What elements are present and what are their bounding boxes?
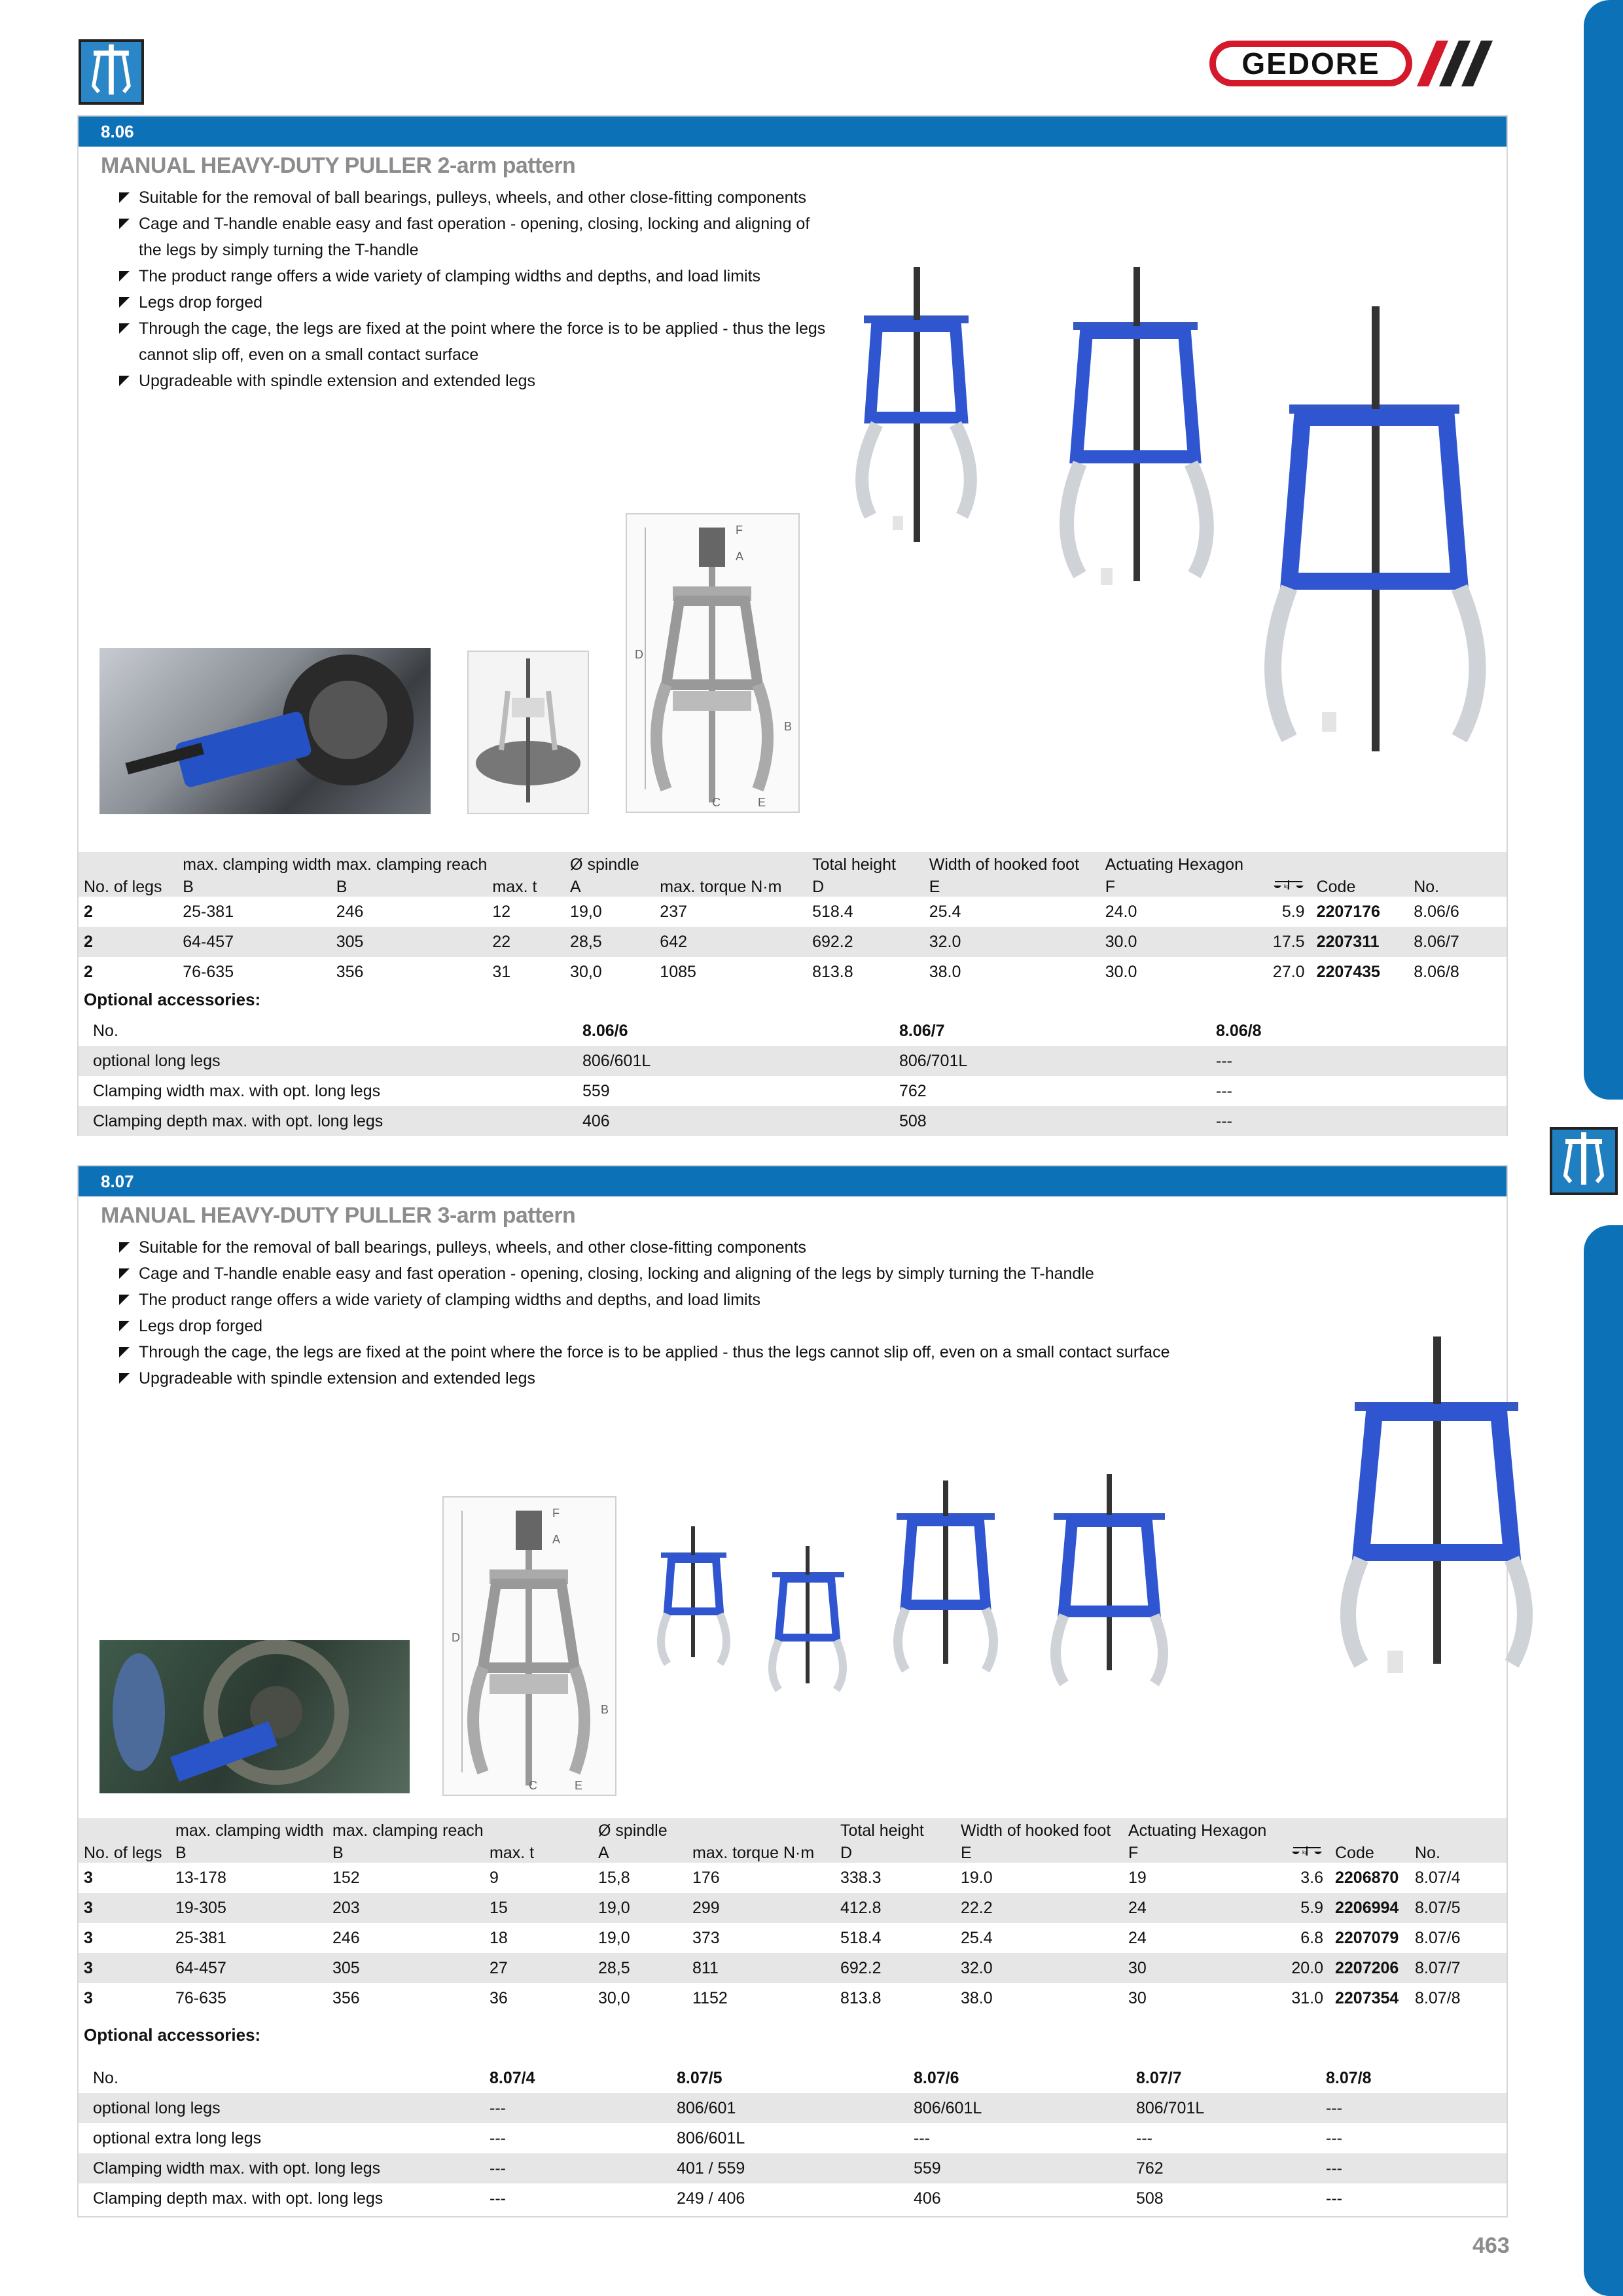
table-cell: 5.9 [1277,1893,1330,1923]
header-cell: D [807,874,924,897]
logo-stripes-icon [1417,41,1495,86]
table-cell: 36 [490,1988,508,2007]
section-title: MANUAL HEAVY-DUTY PULLER 2-arm pattern [101,153,576,178]
table-row [79,2063,1507,2093]
puller-render-8-07-7 [1054,1474,1165,1683]
table-row [79,1953,1507,1983]
table-cell: --- [1211,1046,1507,1076]
table-cell: 406 [914,2189,941,2208]
table-cell: 17.5 [1253,927,1311,957]
header-cell [1410,1818,1507,1840]
table-cell: 3 [84,1988,93,2007]
table-header-row [79,852,1507,874]
table-cell: 38.0 [961,1988,993,2007]
table-cell: 30,0 [598,1988,630,2007]
feature-item: Through the cage, the legs are fixed at the point where the force is to be applied - thus the legs cannot slip off, even on a small contact surface [119,315,826,368]
table-cell: 28,5 [593,1953,687,1983]
header-cell [1277,1818,1330,1840]
header-cell [487,852,565,874]
weight-scale-icon [1272,879,1305,892]
puller-on-disc-photo [467,651,589,814]
table-header-row [79,874,1507,897]
table-row [79,1863,1507,1893]
table-cell: 25.4 [929,902,961,921]
table-cell: 373 [692,1928,720,1947]
table-cell: 8.07/6 [1415,1928,1461,1947]
table-cell: 20.0 [1277,1953,1330,1983]
table-cell: 1085 [660,962,696,981]
table-row [79,2123,1507,2153]
table-cell: 8.06/7 [1408,927,1507,957]
table-cell: 24.0 [1105,902,1137,921]
table-cell: 19.0 [961,1868,993,1887]
table-cell: 305 [327,1953,484,1983]
table-cell: 30.0 [1100,927,1253,957]
table-cell: 13-178 [175,1868,226,1887]
table-cell: 19,0 [570,902,602,921]
side-category-tab[interactable] [1550,1127,1618,1195]
header-cell [654,852,807,874]
table-cell: 8.07/7 [1410,1953,1507,1983]
header-cell: Total height [807,852,924,874]
table-cell: 64-457 [177,927,330,957]
header-cell: F [1100,874,1253,897]
dimension-diagram [442,1496,616,1796]
puller-small-render [862,267,971,542]
table-cell: --- [1136,2128,1152,2147]
table-row [79,897,1507,927]
table-cell: 32.0 [924,927,1100,957]
table-cell: 8.07/7 [1136,2068,1182,2087]
side-tab-lower [1584,1225,1623,2296]
table-cell: 249 / 406 [677,2189,745,2208]
category-icon [79,39,144,105]
header-cell [79,852,177,874]
table-cell: 813.8 [840,1988,882,2007]
table-cell: 3 [79,1953,170,1983]
header-cell: No. of legs [79,874,177,897]
header-cell: Actuating Hexagon [1100,852,1253,874]
diagram-label: B [601,1703,609,1716]
table-cell: 19-305 [170,1893,327,1923]
header-cell: B [331,874,488,897]
table-cell: 6.8 [1300,1928,1323,1947]
header-cell: max. clamping width [170,1818,327,1840]
table-cell: 237 [660,902,688,921]
table-cell: Clamping depth max. with opt. long legs [93,2189,383,2208]
table-row [79,927,1507,957]
table-cell: 25.4 [961,1928,993,1947]
diagram-label: B [784,720,793,733]
puller-render-8-07-5 [772,1546,844,1690]
table-cell: --- [914,2128,930,2147]
table-cell: 508 [894,1106,1211,1136]
spec-table-3arm [79,1818,1507,2013]
feature-item: The product range offers a wide variety of clamping widths and depths, and load limits [119,263,826,289]
puller-render-8-07-6 [897,1480,995,1670]
table-cell: 692.2 [835,1953,955,1983]
optional-accessories-title: Optional accessories: [84,2025,261,2045]
brand-logo [1209,41,1412,86]
table-cell: 246 [332,1928,360,1947]
table-cell: 12 [492,902,511,921]
diagram-label: C [712,796,721,809]
table-cell: --- [490,2128,506,2147]
puller-large-render [1273,306,1478,751]
table-cell: 64-457 [170,1953,327,1983]
table-row [79,1893,1507,1923]
diagram-label: A [736,550,744,563]
header-cell: Code [1311,874,1409,897]
section-title: MANUAL HEAVY-DUTY PULLER 3-arm pattern [101,1203,576,1228]
table-row [79,1983,1507,2013]
header-cell: Actuating Hexagon [1123,1818,1277,1840]
table-cell: 8.07/4 [490,2068,535,2087]
table-cell: 30.0 [1105,962,1137,981]
table-cell: 8.06/8 [1414,962,1459,981]
table-cell: 559 [582,1081,610,1100]
feature-item: Cage and T-handle enable easy and fast operation - opening, closing, locking and aligning of the legs by simply turning the T-handle [119,1261,1232,1287]
diagram-label: F [552,1507,560,1520]
table-cell: 18 [490,1928,508,1947]
header-cell: max. clamping width [177,852,330,874]
table-cell: 356 [336,962,364,981]
diagram-label: C [529,1779,537,1792]
header-cell: E [924,874,1100,897]
header-cell: max. torque N·m [687,1840,835,1863]
table-cell: 27 [484,1953,593,1983]
table-cell: 2207176 [1316,902,1380,921]
table-cell: 806/701L [894,1046,1211,1076]
header-cell: Width of hooked foot [955,1818,1123,1840]
diagram-label: A [552,1533,561,1546]
table-cell: 25-381 [183,902,234,921]
table-cell: 76-635 [175,1988,226,2007]
table-cell: --- [1326,2128,1342,2147]
table-cell: 3.6 [1300,1868,1323,1887]
header-cell: No. of legs [79,1840,170,1863]
table-cell: 762 [1131,2153,1321,2183]
table-cell: 38.0 [929,962,961,981]
brand-logo-text: GEDORE [1241,46,1380,81]
table-cell: 806/601L [677,2128,745,2147]
feature-item: Upgradeable with spindle extension and extended legs [119,368,826,394]
table-cell: 2 [79,927,177,957]
accessories-table-3arm [79,2063,1507,2214]
table-cell: 412.8 [835,1893,955,1923]
header-cell: max. t [484,1840,593,1863]
puller-render-8-07-4 [661,1526,726,1664]
feature-item: Suitable for the removal of ball bearings, pulleys, wheels, and other close-fitting components [119,1234,1232,1261]
header-cell: A [565,874,654,897]
feature-item: Through the cage, the legs are fixed at the point where the force is to be applied - thus the legs cannot slip off, even on a small contact surface [119,1339,1232,1365]
section-number: 8.06 [79,117,1507,147]
table-cell: Clamping width max. with opt. long legs [93,1081,381,1100]
header-cell: Ø spindle [593,1818,687,1840]
header-cell: D [835,1840,955,1863]
table-cell: 518.4 [812,902,853,921]
svg-text:kg: kg [1302,1850,1308,1856]
table-cell: 22.2 [955,1893,1123,1923]
table-cell: 806/601L [908,2093,1131,2123]
table-cell: 9 [490,1868,499,1887]
diagram-label: D [452,1631,460,1644]
table-cell: 22 [487,927,565,957]
table-row [79,1923,1507,1953]
table-cell: optional long legs [79,2093,484,2123]
product-image-3arm [654,1336,1558,1808]
table-cell: 5.9 [1281,902,1305,921]
table-row [79,2153,1507,2183]
side-tab-upper [1584,0,1623,1100]
header-cell [1253,874,1311,897]
table-row [79,2183,1507,2214]
table-cell: 692.2 [807,927,924,957]
table-cell: 19 [1128,1868,1147,1887]
header-cell: No. [1408,874,1507,897]
table-row [79,2093,1507,2123]
table-cell: 203 [327,1893,484,1923]
table-cell: 8.07/8 [1415,1988,1461,2007]
table-cell: No. [93,2068,118,2087]
table-cell: 356 [332,1988,360,2007]
product-image-2arm [851,267,1577,869]
table-row [79,1076,1507,1106]
table-cell: 8.07/8 [1326,2068,1372,2087]
table-cell: 19,0 [593,1893,687,1923]
header-cell [1277,1840,1330,1863]
table-cell: --- [484,2153,671,2183]
table-cell: 2207079 [1335,1928,1399,1947]
header-cell: B [327,1840,484,1863]
table-cell: 3 [84,1868,93,1887]
header-cell: max. torque N·m [654,874,807,897]
table-cell: 30 [1128,1988,1147,2007]
table-row [79,1106,1507,1136]
table-cell: 24 [1123,1893,1277,1923]
table-cell: 30,0 [570,962,602,981]
accessories-table-2arm [79,1016,1507,1136]
table-cell: 2206994 [1330,1893,1410,1923]
table-cell: 31 [492,962,511,981]
weight-scale-icon [1291,1845,1323,1858]
header-cell: Code [1330,1840,1410,1863]
table-cell: 299 [687,1893,835,1923]
table-header-row [79,1840,1507,1863]
header-cell: E [955,1840,1123,1863]
feature-item: Legs drop forged [119,289,826,315]
dimension-diagram [626,513,800,813]
section-8-06 [77,115,1508,1136]
table-cell: optional long legs [79,1046,577,1076]
table-cell: --- [1216,1081,1232,1100]
table-cell: 27.0 [1272,962,1305,981]
table-cell: 2207311 [1311,927,1409,957]
svg-text:kg: kg [1283,884,1290,889]
table-cell: 176 [692,1868,720,1887]
header-cell [484,1818,593,1840]
table-cell: 406 [577,1106,894,1136]
table-cell: 813.8 [812,962,853,981]
table-cell: --- [1321,2153,1507,2183]
puller-medium-render [1067,267,1207,585]
puller-icon [81,42,141,102]
header-cell [1330,1818,1410,1840]
header-cell [1311,852,1409,874]
page-number: 463 [1472,2233,1510,2258]
header-cell: A [593,1840,687,1863]
table-cell: 811 [687,1953,835,1983]
table-cell: 2 [84,902,93,921]
table-cell: 508 [1136,2189,1164,2208]
table-cell: 8.06/6 [1414,902,1459,921]
table-cell: Clamping width max. with opt. long legs [79,2153,484,2183]
table-cell: 2207435 [1316,962,1380,981]
table-cell: 3 [79,1893,170,1923]
table-row [79,1016,1507,1046]
diagram-label: E [575,1779,583,1792]
header-cell: F [1123,1840,1277,1863]
diagram-label: E [758,796,766,809]
table-cell: 806/601 [671,2093,908,2123]
table-cell: Clamping depth max. with opt. long legs [79,1106,577,1136]
table-row [79,957,1507,987]
table-cell: 1152 [692,1988,728,2007]
table-cell: --- [484,2093,671,2123]
feature-item: Legs drop forged [119,1313,1232,1339]
header-cell: max. t [487,874,565,897]
table-cell: 15,8 [598,1868,630,1887]
table-cell: 559 [908,2153,1131,2183]
table-cell: 401 / 559 [671,2153,908,2183]
header-cell [79,1818,170,1840]
header-cell: Total height [835,1818,955,1840]
table-cell: 518.4 [840,1928,882,1947]
table-cell: 8.07/5 [1410,1893,1507,1923]
header-cell [1253,852,1311,874]
table-cell: 8.06/6 [582,1021,628,1040]
feature-item: Upgradeable with spindle extension and extended legs [119,1365,1232,1391]
table-cell: 15 [484,1893,593,1923]
header-cell [687,1818,835,1840]
table-cell: --- [1326,2189,1342,2208]
feature-list [119,185,826,394]
diagram-label: D [635,648,643,661]
puller-icon [1552,1130,1615,1193]
usage-photo-gear [99,1640,410,1793]
table-cell: 30 [1123,1953,1277,1983]
diagram-label: F [736,524,743,537]
table-cell: 25-381 [175,1928,226,1947]
table-cell: No. [93,1021,118,1040]
table-row [79,1046,1507,1076]
table-cell: 2207354 [1335,1988,1399,2007]
feature-item: The product range offers a wide variety of clamping widths and depths, and load limits [119,1287,1232,1313]
header-cell: B [177,874,330,897]
table-cell: 2206870 [1335,1868,1399,1887]
table-cell: 338.3 [840,1868,882,1887]
table-cell: 642 [654,927,807,957]
header-cell: No. [1410,1840,1507,1863]
table-cell: 2 [84,962,93,981]
table-cell: 31.0 [1291,1988,1323,2007]
usage-photo [99,648,431,814]
header-cell: Width of hooked foot [924,852,1100,874]
table-cell: optional extra long legs [93,2128,262,2147]
header-cell: max. clamping reach [327,1818,484,1840]
table-cell: 8.06/8 [1216,1021,1262,1040]
table-cell: 305 [331,927,488,957]
table-cell: 806/701L [1131,2093,1321,2123]
table-cell: 8.06/7 [899,1021,945,1040]
table-cell: 8.07/5 [677,2068,722,2087]
header-cell: max. clamping reach [331,852,488,874]
spec-table-2arm [79,852,1507,987]
optional-accessories-title: Optional accessories: [84,990,261,1009]
table-cell: 24 [1128,1928,1147,1947]
header-cell: B [170,1840,327,1863]
table-cell: 28,5 [565,927,654,957]
table-cell: 76-635 [183,962,234,981]
section-8-07 [77,1165,1508,2217]
table-cell: 2207206 [1330,1953,1410,1983]
table-cell: 8.07/4 [1415,1868,1461,1887]
table-cell: 32.0 [955,1953,1123,1983]
table-cell: 19,0 [598,1928,630,1947]
table-cell: 246 [336,902,364,921]
header-cell: Ø spindle [565,852,654,874]
puller-render-8-07-8 [1348,1336,1525,1673]
table-cell: --- [490,2189,506,2208]
feature-item: Suitable for the removal of ball bearings, pulleys, wheels, and other close-fitting components [119,185,826,211]
table-cell: 762 [899,1081,927,1100]
header-cell [1408,852,1507,874]
table-header-row [79,1818,1507,1840]
table-cell: 3 [84,1928,93,1947]
table-cell: --- [1321,2093,1507,2123]
table-cell: --- [1211,1106,1507,1136]
table-cell: 8.07/6 [914,2068,959,2087]
feature-item: Cage and T-handle enable easy and fast operation - opening, closing, locking and aligning of the legs by simply turning the T-handle [119,211,826,263]
table-cell: 806/601L [577,1046,894,1076]
section-number: 8.07 [79,1166,1507,1196]
table-cell: 152 [332,1868,360,1887]
